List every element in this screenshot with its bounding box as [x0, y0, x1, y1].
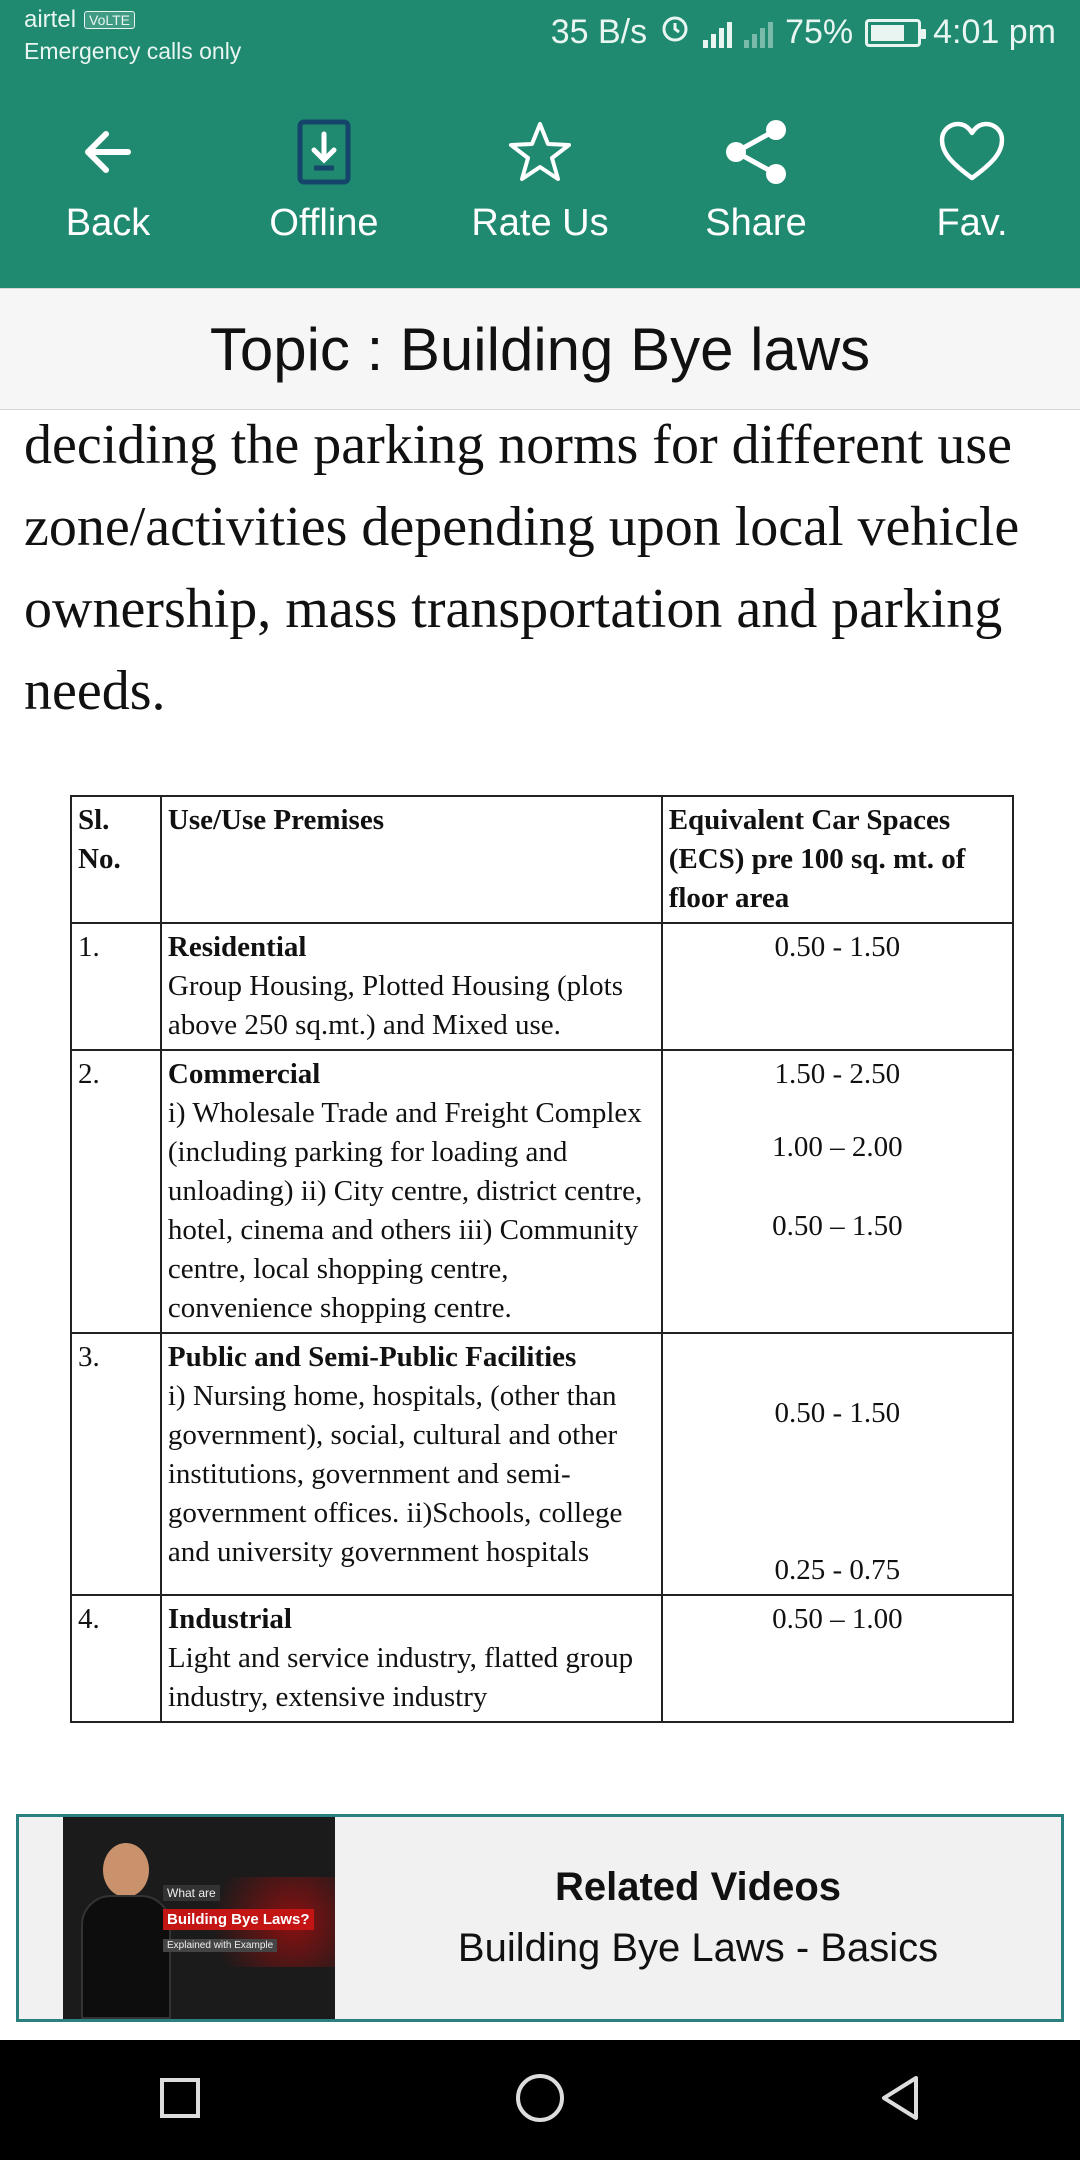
status-bar: [0, 0, 1080, 72]
row-description: i) Nursing home, hospitals, (other than government), social, cultural and other institutions, government and semi-government offices. ii)Schools, college and university government hospitals: [167, 1380, 623, 1568]
ecs-value: 0.25 - 0.75: [774, 1554, 901, 1586]
row-use: [161, 1595, 662, 1722]
alarm-icon: [659, 12, 691, 53]
row-ecs: [662, 1595, 1013, 1722]
ecs-value: 0.50 - 1.50: [774, 1397, 901, 1429]
clock: 4:01 pm: [933, 13, 1056, 51]
row-use: [161, 1333, 662, 1595]
ecs-value: 1.50 - 2.50: [774, 1058, 901, 1090]
table-row: [71, 1333, 1013, 1595]
header-use-premises: Use/Use Premises: [161, 796, 662, 923]
row-ecs: [662, 923, 1013, 1050]
table-row: [71, 1595, 1013, 1722]
parking-norms-table: [70, 795, 1014, 1723]
row-use: [161, 1050, 662, 1333]
presenter-figure: [81, 1843, 171, 2019]
ecs-value: 0.50 – 1.50: [772, 1210, 903, 1242]
recent-apps-button[interactable]: [150, 2068, 210, 2133]
topic-header: [0, 288, 1080, 410]
heart-icon: [936, 116, 1008, 188]
row-sl: 1.: [71, 923, 161, 1050]
home-button[interactable]: [510, 2068, 570, 2133]
carrier-row: [24, 6, 241, 34]
row-sl: 4.: [71, 1595, 161, 1722]
rate-us-button[interactable]: [440, 116, 640, 245]
row-use: [161, 923, 662, 1050]
share-label: Share: [705, 201, 807, 244]
recent-apps-icon: [150, 2068, 210, 2128]
row-category: Industrial: [167, 1603, 292, 1635]
video-thumbnail[interactable]: [63, 1817, 335, 2019]
battery-icon: [865, 19, 921, 47]
share-icon: [720, 116, 792, 188]
row-ecs: [662, 1050, 1013, 1333]
download-icon: [288, 116, 360, 188]
emergency-text: Emergency calls only: [24, 38, 242, 64]
carrier-name: airtel: [24, 6, 77, 33]
arrow-left-icon: [72, 116, 144, 188]
signal-sim2-icon: [744, 18, 773, 48]
presenter-head: [103, 1843, 149, 1897]
status-right: [551, 12, 1056, 53]
related-text: [335, 1865, 1061, 1971]
topic-title: Topic : Building Bye laws: [209, 315, 871, 383]
row-description: i) Wholesale Trade and Freight Complex (including parking for loading and unloading) ii) City centre, district centre, hotel, cinema and others iii) Community centre, local shopping centre, convenience shopping centre.: [167, 1097, 643, 1324]
row-category: Public and Semi-Public Facilities: [167, 1341, 577, 1373]
header-ecs: Equivalent Car Spaces (ECS) pre 100 sq. mt. of floor area: [662, 796, 1013, 923]
back-label: Back: [65, 201, 151, 244]
row-description: Group Housing, Plotted Housing (plots above 250 sq.mt.) and Mixed use.: [167, 970, 624, 1041]
table-header-row: [71, 796, 1013, 923]
home-icon: [510, 2068, 570, 2128]
fav-button[interactable]: [872, 116, 1072, 245]
related-video-title[interactable]: Building Bye Laws - Basics: [457, 1926, 939, 1970]
row-sl: 2.: [71, 1050, 161, 1333]
rate-us-label: Rate Us: [471, 201, 609, 244]
toolbar: [0, 72, 1080, 288]
thumbnail-caption-3: Explained with Example: [163, 1939, 277, 1952]
battery-fill: [871, 25, 904, 41]
volte-badge: VoLTE: [84, 11, 135, 29]
header-sl-no: Sl. No.: [71, 796, 161, 923]
row-description: Light and service industry, flatted group industry, extensive industry: [167, 1642, 634, 1713]
row-sl: 3.: [71, 1333, 161, 1595]
row-category: Commercial: [167, 1058, 321, 1090]
body-paragraph: deciding the parking norms for different use zone/activities depending upon local vehicle ownership, mass transportation and parking needs.: [24, 414, 1020, 722]
battery-percent: 75%: [785, 13, 854, 51]
thumbnail-caption-2: Building Bye Laws?: [163, 1909, 314, 1930]
network-speed: 35 B/s: [550, 13, 648, 51]
ecs-value: 0.50 – 1.00: [772, 1603, 903, 1635]
row-ecs: [662, 1333, 1013, 1595]
share-button[interactable]: [656, 116, 856, 245]
row-category: Residential: [167, 931, 307, 963]
content-area: [24, 404, 1064, 732]
offline-label: Offline: [269, 201, 379, 244]
star-icon: [504, 116, 576, 188]
nav-back-button[interactable]: [870, 2068, 930, 2133]
status-left: [24, 6, 241, 65]
related-videos-card[interactable]: [16, 1814, 1064, 2022]
presenter-body: [81, 1895, 171, 2019]
related-title: Related Videos: [554, 1865, 842, 1909]
back-triangle-icon: [870, 2068, 930, 2128]
table-row: [71, 1050, 1013, 1333]
signal-4g-icon: [703, 18, 732, 48]
fav-label: Fav.: [936, 201, 1008, 244]
back-button[interactable]: [8, 116, 208, 245]
navigation-bar: [0, 2040, 1080, 2160]
ecs-value: 1.00 – 2.00: [772, 1131, 903, 1163]
thumbnail-caption-1: What are: [163, 1885, 220, 1901]
ecs-value: 0.50 - 1.50: [774, 931, 901, 963]
table-row: [71, 923, 1013, 1050]
offline-button[interactable]: [224, 116, 424, 245]
parking-table-image: [70, 795, 1014, 1723]
